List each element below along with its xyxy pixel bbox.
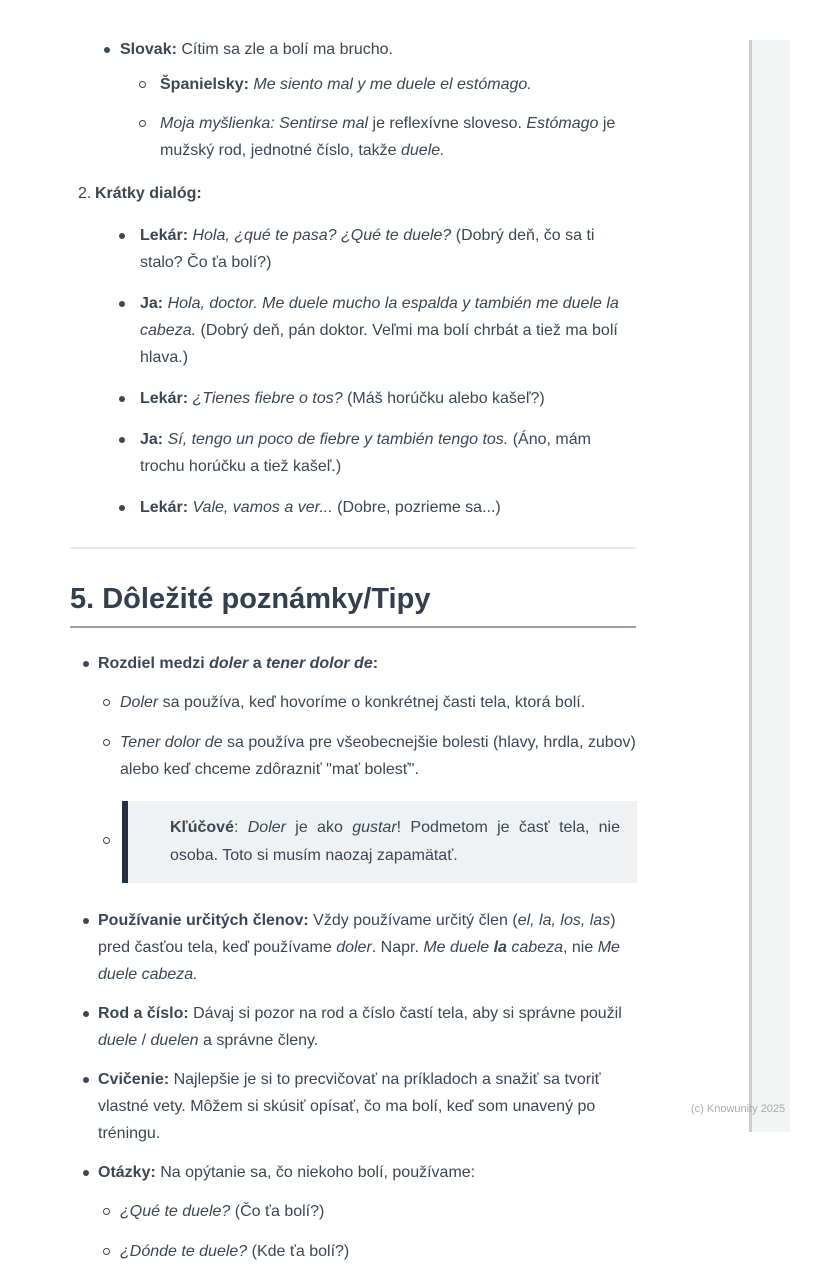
bullet-icon [119, 437, 125, 443]
key-note-callout: Kľúčové: Doler je ako gustar! Podmetom je časť tela, nie osoba. Toto si musím naozaj zapamätať. [122, 801, 637, 883]
scrollbar[interactable] [749, 40, 790, 1132]
note-cvicenie [70, 1066, 636, 1147]
sub-note-doler [70, 689, 636, 716]
section-divider [70, 547, 636, 549]
note-otazky [70, 1159, 636, 1186]
circle-bullet-icon [103, 1248, 110, 1255]
circle-bullet-icon [103, 1208, 110, 1215]
sub-note-donde-te-duele [70, 1238, 636, 1265]
dialog-line-2 [70, 290, 636, 371]
watermark: (c) Knowunity 2025 [691, 1103, 786, 1115]
bullet-icon [83, 1077, 89, 1083]
dialog-text: Ja: Sí, tengo un poco de fiebre y también tengo tos. (Áno, mám trochu horúčku a tiež kašeľ.) [140, 431, 591, 475]
note-text: Doler sa používa, keď hovoríme o konkrétnej časti tela, ktorá bolí. [120, 694, 586, 711]
note-text: Rozdiel medzi doler a tener dolor de: [98, 655, 379, 672]
note-clenov [70, 907, 636, 988]
dialog-line-1 [70, 222, 636, 276]
bullet-icon [83, 918, 89, 924]
note-text: Rod a číslo: Dávaj si pozor na rod a číslo častí tela, aby si správne použil duele / duelen a správne členy. [98, 1005, 622, 1049]
list-item-text: Moja myšlienka: Sentirse mal je reflexívne sloveso. Estómago je mužský rod, jednotné číslo, takže duele. [160, 115, 616, 159]
list-item-spanielsky [70, 71, 636, 98]
circle-bullet-icon [139, 120, 146, 127]
note-text: Tener dolor de sa používa pre všeobecnejšie bolesti (hlavy, hrdla, zubov) alebo keď chceme zdôrazniť "mať bolesť". [120, 734, 636, 778]
dialog-line-5 [70, 494, 636, 521]
note-rod-a-cislo [70, 1000, 636, 1054]
bullet-icon [104, 47, 110, 53]
sub-note-tener-dolor [70, 729, 636, 783]
dialog-text: Lekár: Vale, vamos a ver... (Dobre, pozrieme sa...) [140, 499, 501, 516]
list-item-moja-myslienka [70, 110, 636, 164]
note-text: Používanie určitých členov: Vždy používame určitý člen (el, la, los, las) pred časťou tela, keď používame doler. Napr. Me duele la cabeza, nie Me duele cabeza. [98, 912, 620, 983]
list-item-slovak [70, 36, 636, 63]
dialog-text: Lekár: ¿Tienes fiebre o tos? (Máš horúčku alebo kašeľ?) [140, 390, 545, 407]
dialog-line-3 [70, 385, 636, 412]
numbered-item-2 [70, 180, 636, 207]
note-text: ¿Dónde te duele? (Kde ťa bolí?) [120, 1243, 350, 1260]
bullet-icon [119, 396, 125, 402]
circle-bullet-icon [103, 699, 110, 706]
circle-bullet-icon [139, 81, 146, 88]
bullet-icon [119, 505, 125, 511]
vocab-list [70, 36, 636, 164]
bullet-icon [83, 661, 89, 667]
note-text: Cvičenie: Najlepšie je si to precvičovať na príkladoch a snažiť sa tvoriť vlastné vety. Môžem si skúsiť opísať, čo ma bolí, keď som unavený po tréningu. [98, 1071, 601, 1142]
circle-bullet-icon [103, 739, 110, 746]
bullet-icon [119, 233, 125, 239]
dialog-list [70, 222, 636, 521]
document-content [70, 36, 636, 1278]
note-rozdiel [70, 650, 636, 677]
rozdiel-sublist [70, 689, 636, 883]
section-heading: 5. Dôležité poznámky/Tipy [70, 581, 636, 628]
list-item-text: Španielsky: Me siento mal y me duele el estómago. [160, 76, 532, 93]
circle-bullet-icon [103, 837, 110, 844]
sub-note-que-te-duele [70, 1198, 636, 1225]
bullet-icon [83, 1170, 89, 1176]
dialog-text: Lekár: Hola, ¿qué te pasa? ¿Qué te duele? (Dobrý deň, čo sa ti stalo? Čo ťa bolí?) [140, 227, 595, 271]
list-item-text: Slovak: Cítim sa zle a bolí ma brucho. [120, 41, 393, 58]
item-number: 2. [78, 185, 92, 202]
bullet-icon [83, 1011, 89, 1017]
notes-list [70, 650, 636, 1265]
bullet-icon [119, 301, 125, 307]
dialog-line-4 [70, 426, 636, 480]
callout-item [70, 801, 636, 883]
dialog-text: Ja: Hola, doctor. Me duele mucho la espalda y también me duele la cabeza. (Dobrý deň, pán doktor. Veľmi ma bolí chrbát a tiež ma bolí hlava.) [140, 295, 619, 366]
item-title: Krátky dialóg: [95, 185, 202, 202]
note-text: Otázky: Na opýtanie sa, čo niekoho bolí, používame: [98, 1164, 476, 1181]
otazky-sublist [70, 1198, 636, 1265]
note-text: ¿Qué te duele? (Čo ťa bolí?) [120, 1203, 325, 1220]
